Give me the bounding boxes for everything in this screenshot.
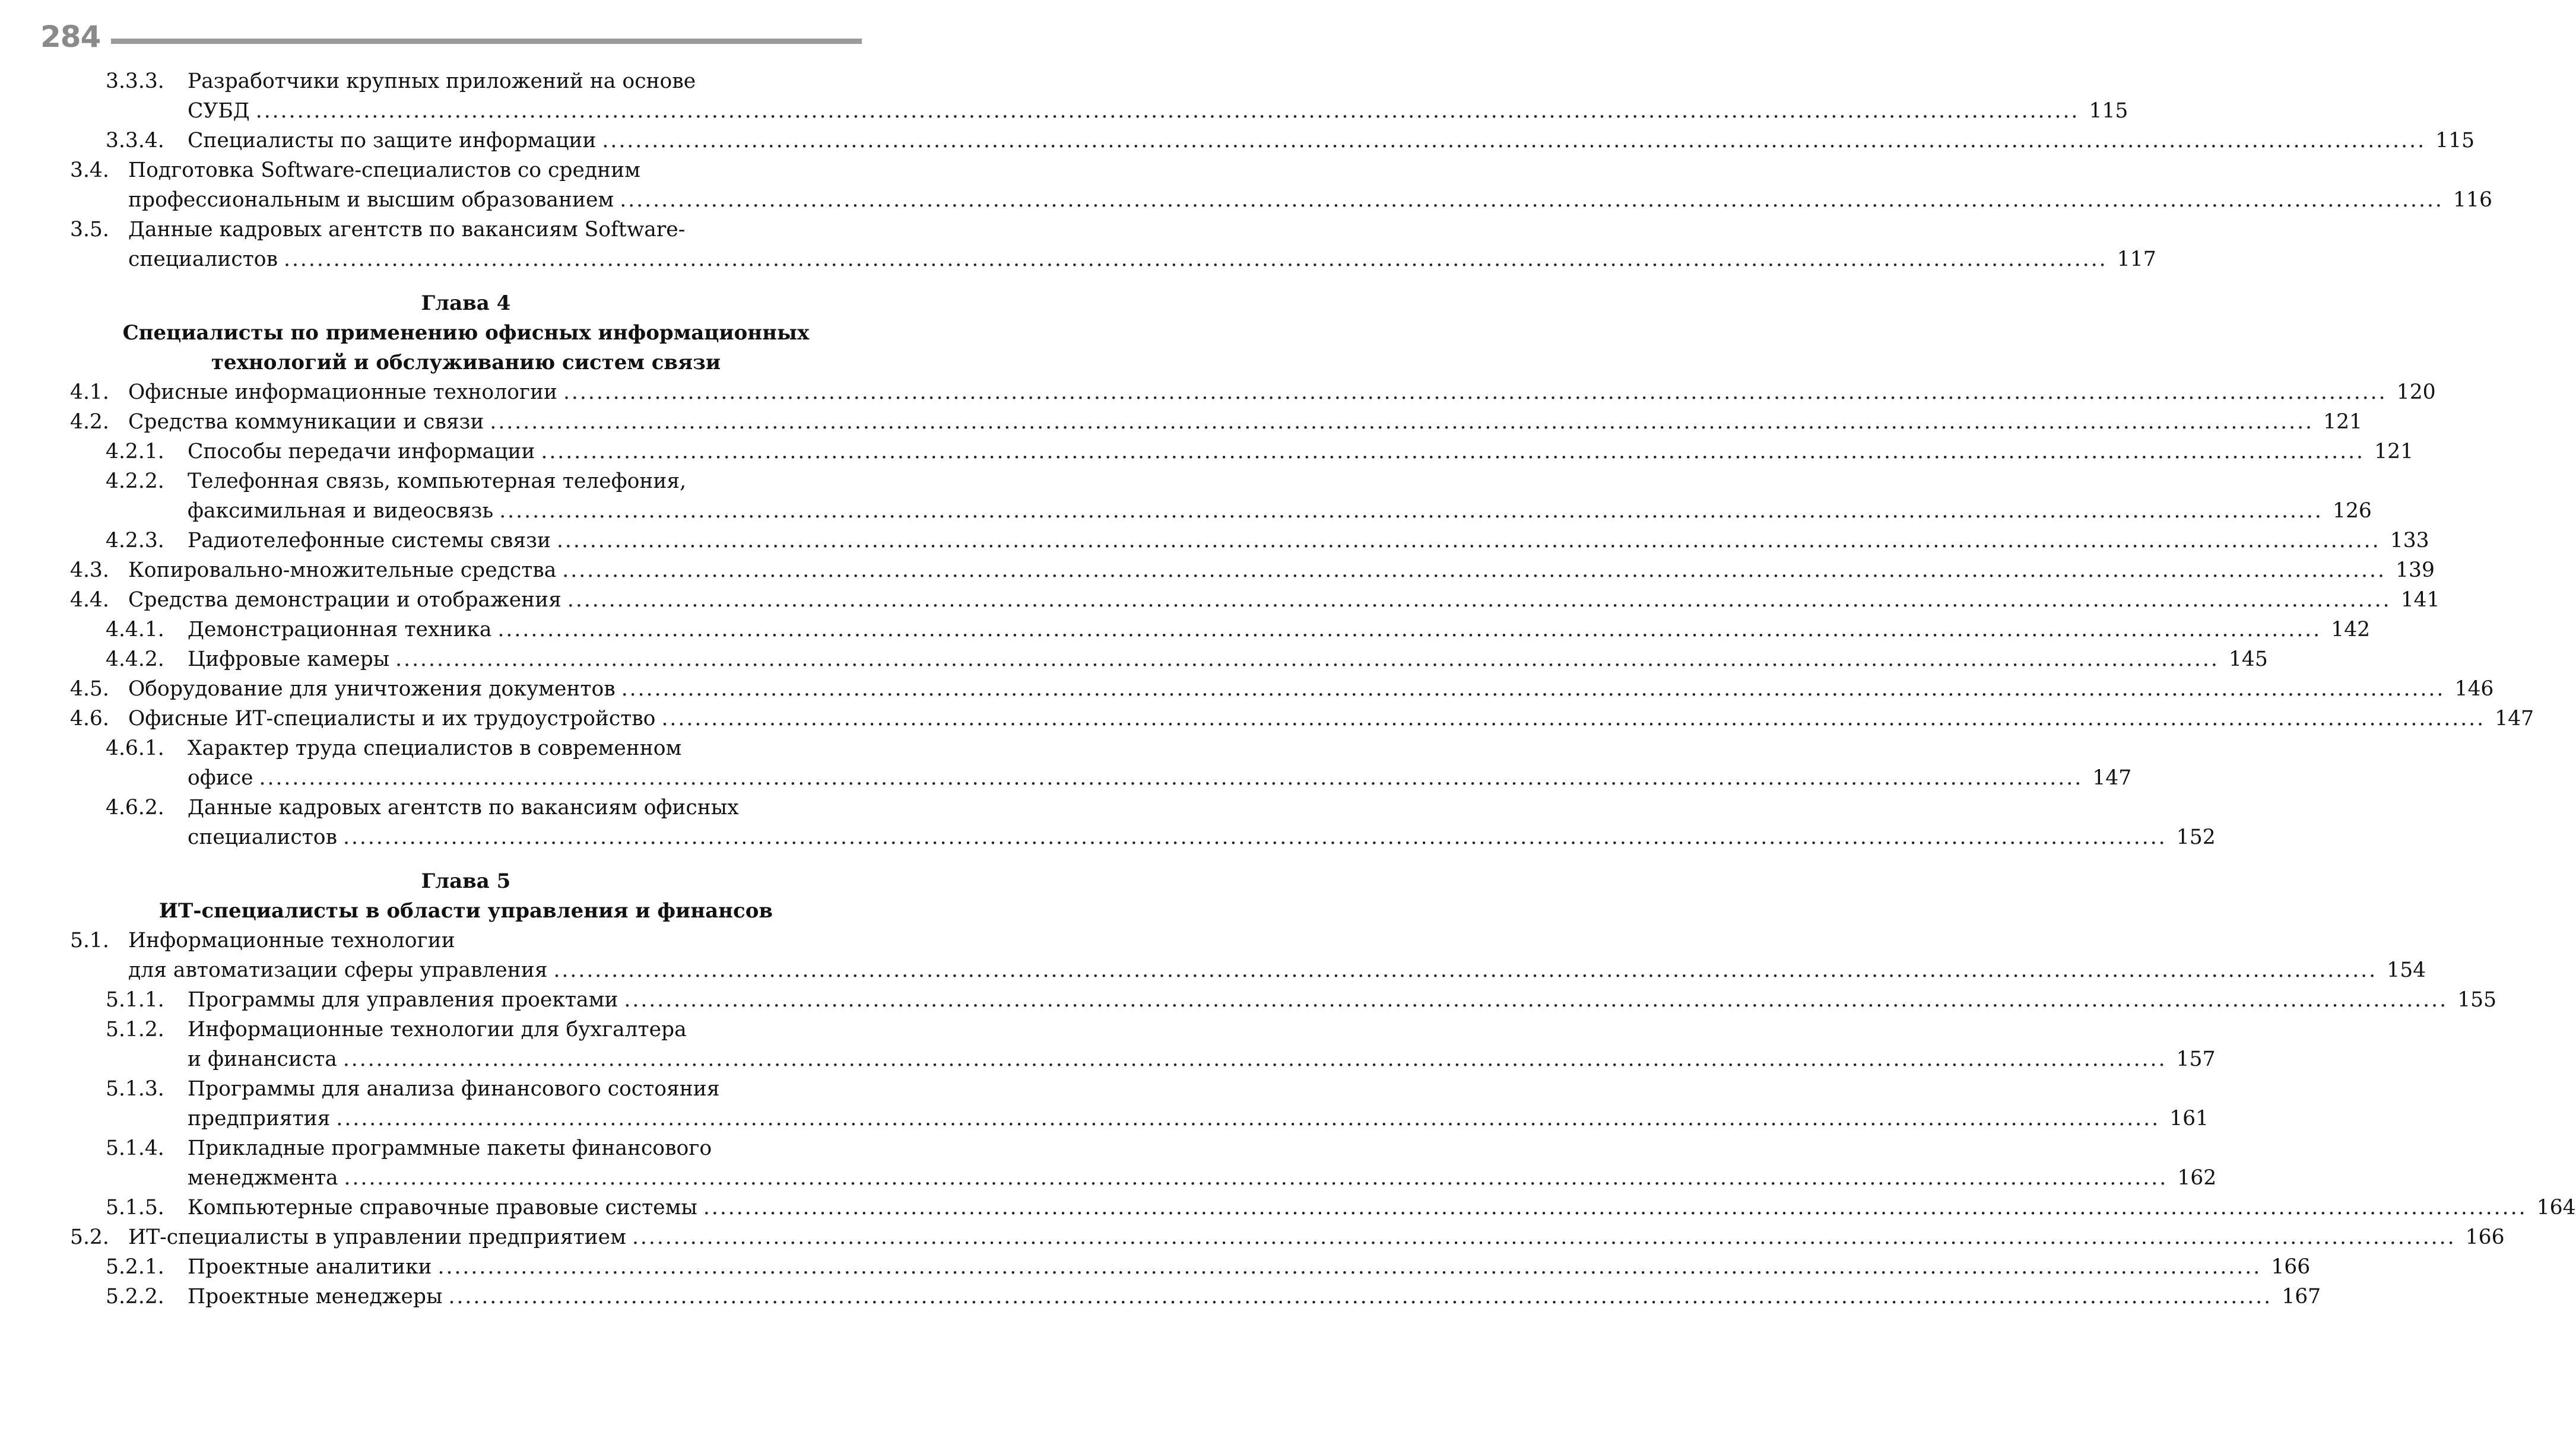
entry-title: Компьютерные справочные правовые системы [188,1196,697,1220]
entry-line [128,926,862,955]
dot-leader: ............................................................................................................................................................................................................................ [342,1047,2167,1071]
entry-page-number: 154 [2387,958,2426,982]
entry-line [188,1104,2209,1133]
toc-entry[interactable] [70,1133,2217,1193]
entry-title: Данные кадровых агентств по вакансиям Software- [128,218,686,242]
entry-title: Цифровые камеры [188,647,390,671]
entry-title: предприятия [188,1107,331,1131]
entry-page-number: 116 [2453,188,2492,212]
entry-line [188,793,862,823]
entry-number: 5.1.1. [106,988,164,1012]
entry-line [188,733,862,763]
entry-number: 5.2.1. [106,1255,164,1279]
entry-line [188,466,862,496]
dot-leader: ............................................................................................................................................................................................................................ [255,99,2080,123]
entry-line [128,377,2436,407]
entry-number: 3.4. [70,158,109,182]
entry-line [188,763,2132,793]
toc-entry[interactable] [70,615,2371,644]
dot-leader: ............................................................................................................................................................................................................................ [395,647,2219,671]
entry-line [188,1133,862,1163]
dot-leader: ............................................................................................................................................................................................................................ [562,558,2386,582]
entry-page-number: 166 [2465,1225,2505,1249]
toc-entry[interactable] [70,66,2128,126]
entry-title: офисе [188,766,253,790]
entry-page-number: 117 [2117,247,2156,271]
entry-line [188,1074,862,1104]
dot-leader: ............................................................................................................................................................................................................................ [541,440,2365,463]
chapter-title: ИТ-специалисты в области управления и финансов [158,899,773,923]
entry-title: Оборудование для уничтожения документов [128,677,616,701]
entry-number: 4.4. [70,588,109,612]
entry-line [128,155,862,185]
toc-entry[interactable] [70,926,2426,985]
toc-entry[interactable] [70,1015,2216,1074]
entry-title: Способы передачи информации [188,440,535,463]
entry-page-number: 145 [2228,647,2268,671]
dot-leader: ............................................................................................................................................................................................................................ [632,1225,2456,1249]
entry-number: 4.5. [70,677,109,701]
entry-page-number: 147 [2092,766,2132,790]
entry-line [188,96,2128,126]
entry-number: 4.3. [70,558,109,582]
toc-entry[interactable] [70,126,2475,155]
toc-entry[interactable] [70,377,2436,407]
entry-page-number: 115 [2435,129,2475,153]
entry-number: 5.1. [70,929,109,952]
dot-leader: ............................................................................................................................................................................................................................ [620,188,2444,212]
entry-number: 3.3.4. [106,129,164,153]
toc-entry[interactable] [70,437,2414,466]
toc-entry[interactable] [70,1252,2311,1282]
entry-number: 4.6.1. [106,736,164,760]
entry-line [128,215,862,244]
dot-leader: ............................................................................................................................................................................................................................ [703,1196,2527,1220]
entry-title: Проектные менеджеры [188,1285,443,1309]
entry-title: специалистов [128,247,278,271]
entry-title: и финансиста [188,1047,337,1071]
dot-leader: ............................................................................................................................................................................................................................ [437,1255,2262,1279]
entry-title: Разработчики крупных приложений на основе [188,69,696,93]
chapter-title: Специалисты по применению офисных информационных [122,321,810,345]
entry-title: специалистов [188,825,337,849]
dot-leader: ............................................................................................................................................................................................................................ [344,1166,2168,1190]
toc-entry[interactable] [70,155,2492,215]
entry-line [188,526,2429,555]
entry-line [188,1252,2311,1282]
entry-title: Офисные информационные технологии [128,380,557,404]
entry-page-number: 133 [2390,529,2429,552]
entry-line [188,644,2268,674]
entry-title: Копировально-множительные средства [128,558,557,582]
entry-line [188,126,2475,155]
toc-entry[interactable] [70,704,2534,733]
entry-number: 5.1.3. [106,1077,164,1101]
page-header [40,17,862,57]
dot-leader: ............................................................................................................................................................................................................................ [567,588,2391,612]
entry-title: СУБД [188,99,250,123]
entry-page-number: 121 [2323,410,2363,434]
dot-leader: ............................................................................................................................................................................................................................ [553,958,2378,982]
entry-line [128,555,2435,585]
entry-number: 4.2. [70,410,109,434]
dot-leader: ............................................................................................................................................................................................................................ [661,707,2486,731]
entry-title: Программы для управления проектами [188,988,618,1012]
toc-entry[interactable] [70,985,2497,1015]
dot-leader: ............................................................................................................................................................................................................................ [497,618,2322,642]
entry-line [188,66,862,96]
entry-line [188,823,2216,852]
entry-title: факсимильная и видеосвязь [188,499,494,523]
entry-number: 5.1.5. [106,1196,164,1220]
entry-page-number: 157 [2176,1047,2216,1071]
dot-leader: ............................................................................................................................................................................................................................ [336,1107,2161,1131]
toc-entry[interactable] [70,1193,2576,1222]
entry-page-number: 115 [2089,99,2128,123]
entry-number: 4.2.1. [106,440,164,463]
entry-number: 5.1.4. [106,1136,164,1160]
entry-number: 4.4.1. [106,618,164,642]
entry-title: менеджмента [188,1166,338,1190]
entry-line [128,1222,2505,1252]
entry-line [188,1282,2321,1311]
entry-title: профессиональным и высшим образованием [128,188,614,212]
entry-title: Средства коммуникации и связи [128,410,484,434]
entry-line [128,674,2494,704]
entry-title: Телефонная связь, компьютерная телефония, [188,469,687,493]
toc-entry[interactable] [70,215,2156,274]
entry-page-number: 167 [2282,1285,2321,1309]
entry-title: Радиотелефонные системы связи [188,529,551,552]
entry-page-number: 164 [2536,1196,2576,1220]
entry-number: 4.2.3. [106,529,164,552]
entry-line [188,1193,2576,1222]
entry-number: 4.2.2. [106,469,164,493]
toc-entry[interactable] [70,466,2372,526]
dot-leader: ............................................................................................................................................................................................................................ [602,129,2426,153]
entry-number: 5.1.2. [106,1018,164,1041]
header-rule [111,39,862,44]
entry-line [188,1015,862,1044]
toc-entry[interactable] [70,1282,2321,1311]
dot-leader: ............................................................................................................................................................................................................................ [490,410,2314,434]
entry-page-number: 141 [2400,588,2440,612]
dot-leader: ............................................................................................................................................................................................................................ [284,247,2108,271]
entry-title: для автоматизации сферы управления [128,958,548,982]
dot-leader: ............................................................................................................................................................................................................................ [621,677,2445,701]
entry-line [188,1163,2217,1193]
entry-number: 4.6.2. [106,796,164,820]
entry-line [128,585,2440,615]
entry-page-number: 166 [2271,1255,2311,1279]
entry-line [188,985,2497,1015]
entry-page-number: 147 [2495,707,2534,731]
entry-page-number: 120 [2396,380,2436,404]
entry-page-number: 126 [2333,499,2372,523]
entry-line [128,704,2534,733]
entry-page-number: 155 [2457,988,2497,1012]
entry-title: ИТ-специалисты в управлении предприятием [128,1225,626,1249]
toc-entry[interactable] [70,555,2435,585]
dot-leader: ............................................................................................................................................................................................................................ [448,1285,2273,1309]
entry-number: 4.4.2. [106,647,164,671]
dot-leader: ............................................................................................................................................................................................................................ [343,825,2167,849]
entry-page-number: 152 [2176,825,2216,849]
entry-number: 4.1. [70,380,109,404]
entry-line [128,185,2492,215]
entry-title: Подготовка Software-специалистов со средним [128,158,640,182]
entry-title: Демонстрационная техника [188,618,492,642]
toc-entry[interactable] [70,674,2494,704]
dot-leader: ............................................................................................................................................................................................................................ [563,380,2387,404]
entry-title: Информационные технологии для бухгалтера [188,1018,687,1041]
entry-title: Прикладные программные пакеты финансового [188,1136,712,1160]
dot-leader: ............................................................................................................................................................................................................................ [556,529,2381,552]
entry-page-number: 139 [2396,558,2435,582]
toc-entry[interactable] [70,733,2132,793]
toc-entry[interactable] [70,644,2268,674]
page-number: 284 [40,20,101,54]
toc-entry[interactable] [70,526,2429,555]
entry-number: 5.2.2. [106,1285,164,1309]
entry-number: 5.2. [70,1225,109,1249]
dot-leader: ............................................................................................................................................................................................................................ [624,988,2448,1012]
dot-leader: ............................................................................................................................................................................................................................ [499,499,2323,523]
entry-number: 4.6. [70,707,109,731]
table-of-contents [70,66,2576,1311]
chapter-title: технологий и обслуживанию систем связи [211,351,721,374]
toc-entry[interactable] [70,793,2216,852]
entry-line [188,496,2372,526]
entry-title: Информационные технологии [128,929,455,952]
entry-line [128,244,2156,274]
chapter-label: Глава 4 [421,291,511,315]
dot-leader: ............................................................................................................................................................................................................................ [259,766,2083,790]
entry-title: Средства демонстрации и отображения [128,588,561,612]
entry-title: Специалисты по защите информации [188,129,597,153]
entry-page-number: 146 [2454,677,2494,701]
entry-page-number: 161 [2169,1107,2209,1131]
toc-entry[interactable] [70,1222,2505,1252]
entry-title: Проектные аналитики [188,1255,432,1279]
toc-entry[interactable] [70,407,2363,437]
entry-line [188,437,2414,466]
entry-title: Офисные ИТ-специалисты и их трудоустройство [128,707,656,731]
entry-line [128,955,2426,985]
entry-page-number: 142 [2331,618,2371,642]
chapter-label: Глава 5 [421,869,511,893]
entry-number: 3.5. [70,218,109,242]
entry-title: Характер труда специалистов в современном [188,736,682,760]
entry-line [128,407,2363,437]
entry-page-number: 162 [2177,1166,2217,1190]
entry-title: Данные кадровых агентств по вакансиям офисных [188,796,739,820]
entry-line [188,615,2371,644]
entry-line [188,1044,2216,1074]
entry-title: Программы для анализа финансового состояния [188,1077,720,1101]
toc-entry[interactable] [70,1074,2209,1133]
entry-number: 3.3.3. [106,69,164,93]
entry-page-number: 121 [2374,440,2414,463]
toc-entry[interactable] [70,585,2440,615]
